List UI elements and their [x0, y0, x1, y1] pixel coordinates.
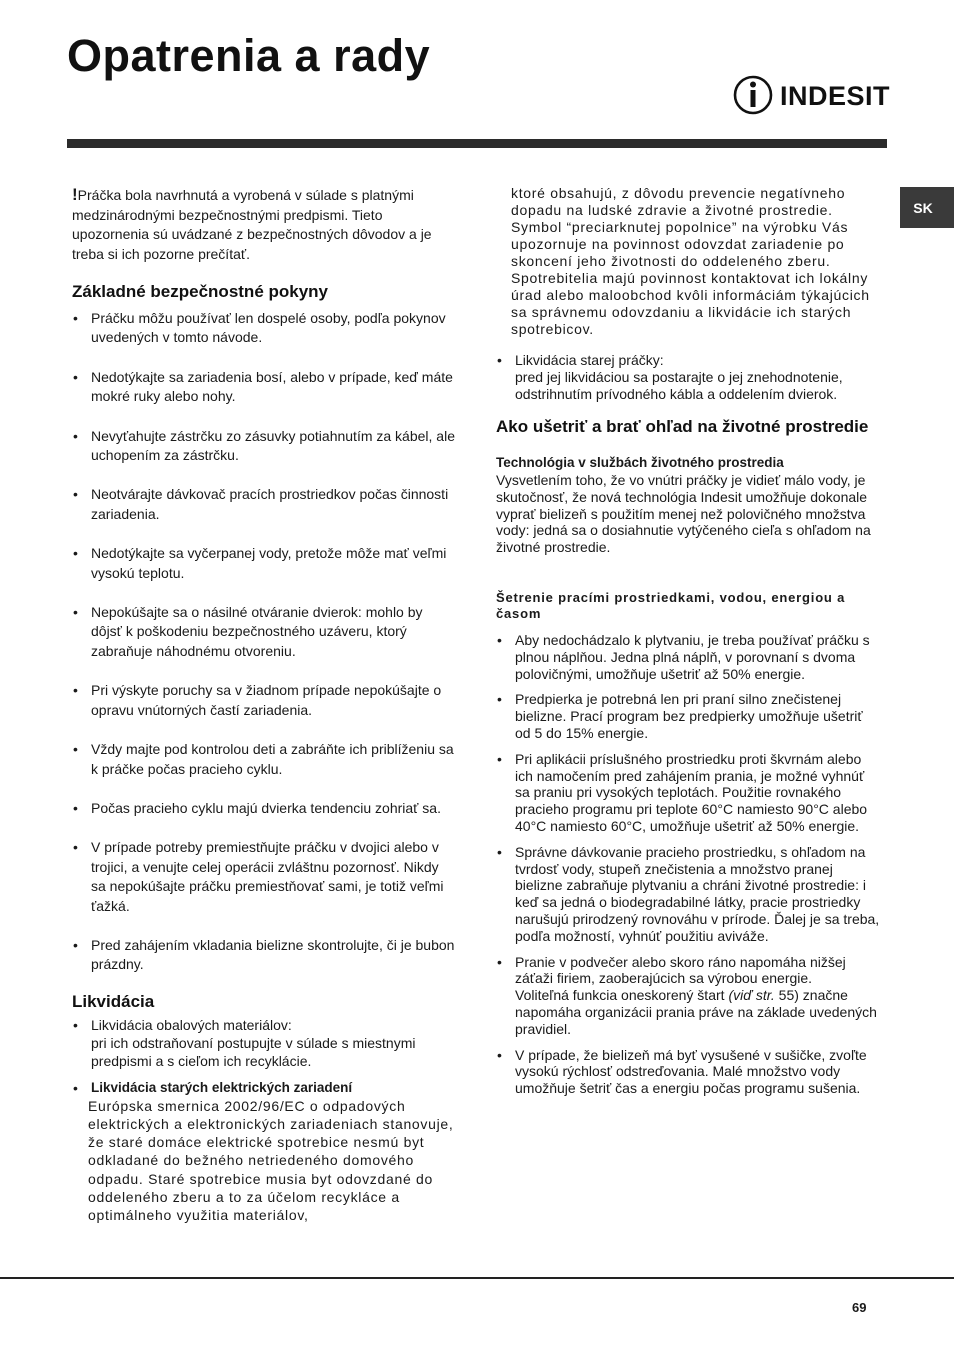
environment-heading: Ako ušetriť a brať ohľad na životné prostredie — [496, 417, 869, 436]
packaging-title: Likvidácia obalových materiálov: — [91, 1016, 292, 1033]
indesit-logo-mark — [733, 74, 893, 116]
safety-list — [72, 309, 457, 975]
list-item — [496, 352, 881, 403]
technology-title: Technológia v službách životného prostredia — [496, 455, 784, 470]
warning-mark: ! — [72, 185, 78, 204]
old-washer-list — [496, 352, 881, 403]
list-item: • V prípade, že bielizeň má byť vysušené v sušičke, zvoľte vysokú rýchlosť odstreďovania. Malé množstvo vody umožňuje šetriť čas a energiu počas programu sušenia. — [496, 1047, 881, 1097]
technology-block — [496, 453, 881, 556]
old-washer-title: Likvidácia starej práčky: — [515, 352, 664, 368]
technology-text: Vysvetlením toho, že vo vnútri práčky je vidieť málo vody, je skutočnosť, že nová technológia Indesit umožňuje dokonale vyprať bielizeň s použitím menej než polovičného množstva vody: jedná sa o dosiahnutie vytýčeného cieľa s ohľadom na životné prostredie. — [496, 472, 871, 556]
list-item: • Neotvárajte dávkovač pracích prostriedkov počas činnosti zariadenia. — [72, 485, 457, 524]
weee-text-continued: ktoré obsahujú, z dôvodu prevencie negatívneho dopadu na ludské zdravie a životné prostredie. Symbol “preciarknutej popolnice” na výrobku Vás upozornuje na povinnost odovzdat zariadenie po skoncení jeho životnosti do oddeleného zberu. Spotrebitelia majú povinnost kontaktovat ich lokálny úrad alebo maloobchod kvôli informáciám týkajúcich sa správnemu odovzdaniu a likvidácie ich starých spotrebicov. — [511, 185, 870, 337]
saving-list — [496, 632, 881, 1097]
list-item: • Správne dávkovanie pracieho prostriedku, s ohľadom na tvrdosť vody, stupeň znečistenia a množstvo pranej bielizne zabraňuje plytvaniu a chráni životné prostredie: i keď sa jedná o biodegradabilné látky, pracie prostriedky narušujú prirodzený rovnováhu v prírode. Ďalej je sa treba, podľa možností, vyhnúť použitiu aviváže. — [496, 844, 881, 945]
list-item: • Predpierka je potrebná len pri praní silno znečistenej bielizne. Prací program bez predpierky umožňuje ušetriť od 5 do 15% energie. — [496, 691, 881, 741]
footer-rule — [0, 1277, 954, 1279]
left-column — [72, 185, 457, 1233]
list-item — [496, 954, 881, 1038]
language-tab: SK — [900, 187, 954, 228]
pranie-text-c: 55) značne napomáha organizácii prania práve na základe uvedených pravidiel. — [515, 987, 877, 1037]
intro-paragraph — [72, 185, 457, 264]
pranie-text-b: Voliteľná funkcia oneskorený štart — [515, 987, 725, 1004]
list-item: • Vždy majte pod kontrolou deti a zabráňte ich priblíženiu sa k práčke počas pracieho cyklu. — [72, 740, 457, 779]
saving-heading: Šetrenie pracími prostriedkami, vodou, energiou a časom — [496, 589, 846, 621]
page-number: 69 — [852, 1300, 867, 1315]
list-item: • Pred zahájením vkladania bielizne skontrolujte, či je bubon prázdny. — [72, 936, 457, 975]
list-item: • Aby nedochádzalo k plytvaniu, je treba používať práčku s plnou náplňou. Jedna plná náplň, v porovnaní s dvoma polovičnými, umožňuje ušetriť až 50% energie. — [496, 632, 881, 682]
weee-text: Európska smernica 2002/96/EC o odpadových elektrických a elektronických zariadeniach stanovuje, že staré domáce elektrické spotrebice nesmú byt odkladané do bežného netriedeného domového odpadu. Staré spotrebice musia byt odovzdané do oddeleného zberu a to za účelom recykláce a optimálneho využitia materiálov, — [88, 1097, 454, 1223]
page-title: Opatrenia a rady — [67, 30, 431, 81]
right-column — [496, 185, 881, 1106]
list-item — [72, 1079, 457, 1224]
list-item: • Nevyťahujte zástrčku zo zásuvky potiahnutím za kábel, ale uchopením za zástrčku. — [72, 427, 457, 466]
list-item: • Nepokúšajte sa o násilné otváranie dvierok: mohlo by dôjsť k poškodeniu bezpečnostného uzáveru, ktorý zabraňuje náhodnému otvoreniu. — [72, 603, 457, 661]
list-item: • Pri výskyte poruchy sa v žiadnom prípade nepokúšajte o opravu vnútorných častí zariadenia. — [72, 681, 457, 720]
svg-text:INDESIT: INDESIT — [780, 81, 891, 111]
safety-heading: Základné bezpečnostné pokyny — [72, 282, 329, 301]
list-item: • Nedotýkajte sa vyčerpanej vody, pretože môže mať veľmi vysokú teplotu. — [72, 544, 457, 583]
list-item: • Nedotýkajte sa zariadenia bosí, alebo v prípade, keď máte mokré ruky alebo nohy. — [72, 368, 457, 407]
packaging-text: pri ich odstraňovaní postupujte v súlade s miestnymi predpismi a s cieľom ich recyklácie. — [91, 1034, 416, 1069]
header-rule — [67, 139, 887, 148]
list-item: • Práčku môžu používať len dospelé osoby, podľa pokynov uvedených v tomto návode. — [72, 309, 457, 348]
pranie-text-a: Pranie v podvečer alebo skoro ráno napomáha nižšej záťaži firiem, zaoberajúcich sa výrobou energie. — [515, 953, 846, 987]
weee-title: • Likvidácia starých elektrických zariadení — [91, 1079, 353, 1095]
list-item: • V prípade potreby premiestňujte práčku v dvojici alebo v trojici, a venujte celej operácii zvláštnu pozornosť. Nikdy sa nepokúšajte práčku premiestňovať sami, je totiž veľmi ťažká. — [72, 838, 457, 916]
list-item — [72, 1016, 457, 1070]
disposal-heading: Likvidácia — [72, 991, 155, 1011]
list-item: • Pri aplikácii príslušného prostriedku proti škvrnám alebo ich namočením pred zahájením prania, je možné vyhnúť sa praniu pri vysokých teplotách. Použitie rovnakého pracieho programu pri teplote 60°C namiesto 90°C alebo 40°C namiesto 60°C, umožňuje ušetriť až 50% energie. — [496, 751, 881, 835]
list-item: • Počas pracieho cyklu majú dvierka tendenciu zohriať sa. — [72, 799, 457, 818]
old-washer-text: pred jej likvidáciou sa postarajte o jej znehodnotenie, odstrihnutím prívodného kábla a oddelením dvierok. — [515, 369, 843, 402]
page-reference: (viď str. — [728, 987, 775, 1004]
intro-text: Práčka bola navrhnutá a vyrobená v súlade s platnými medzinárodnými bezpečnostnými predpismi. Tieto upozornenia sú uvádzané z bezpečnostných dôvodov a je treba si ich pozorne prečítať. — [72, 187, 432, 262]
indesit-logo — [733, 74, 893, 116]
disposal-list — [72, 1016, 457, 1224]
